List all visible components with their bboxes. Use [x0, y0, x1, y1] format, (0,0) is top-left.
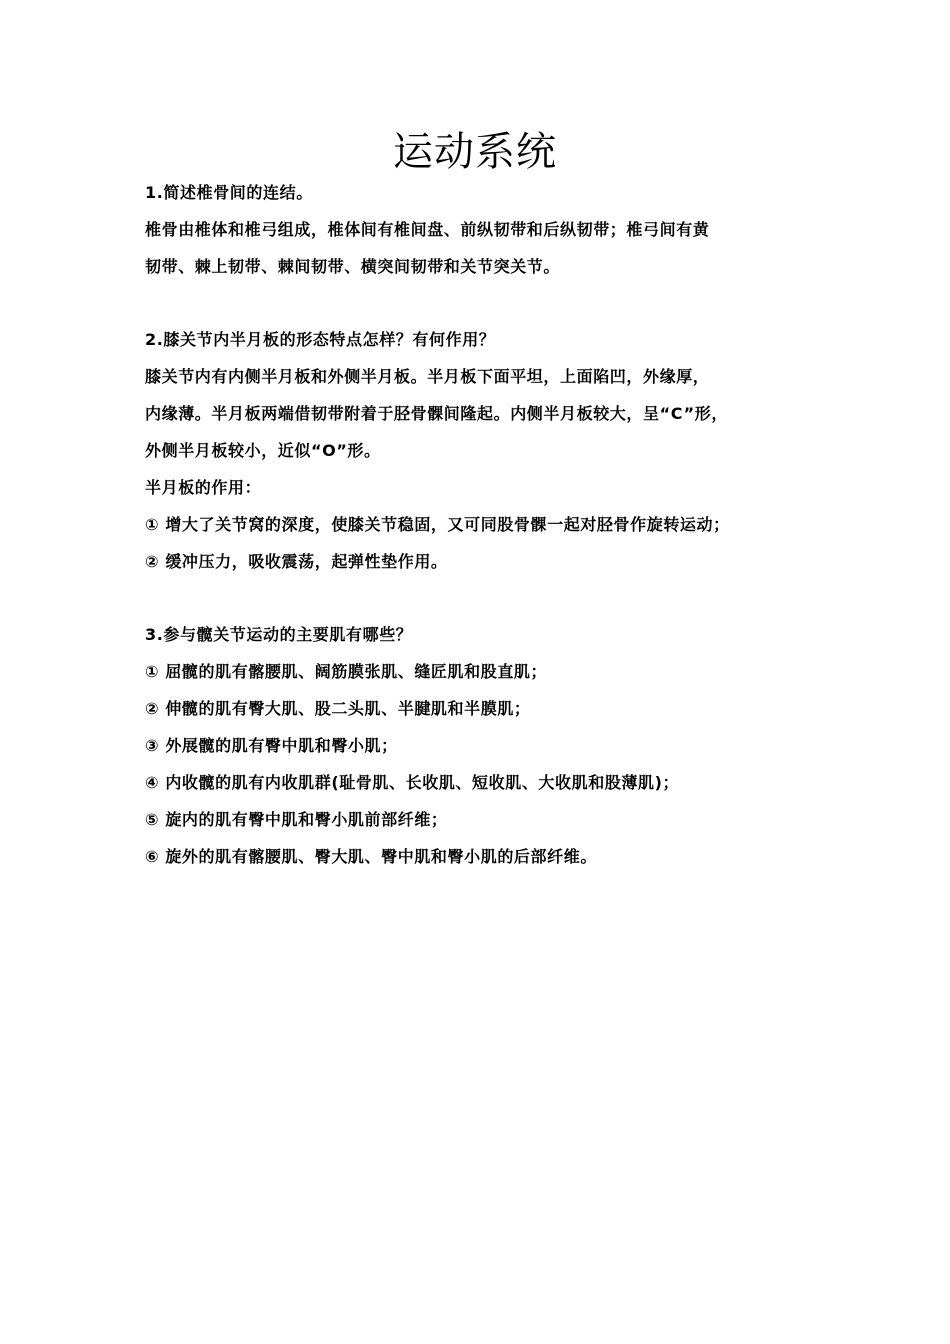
section-spacer	[145, 580, 825, 616]
section-spacer	[145, 285, 825, 321]
answer-line: ④ 内收髋的肌有内收肌群(耻骨肌、长收肌、短收肌、大收肌和股薄肌)；	[145, 773, 680, 792]
section-1	[145, 174, 825, 285]
answer-line: ⑥ 旋外的肌有髂腰肌、臀大肌、臀中肌和臀小肌的后部纤维。	[145, 847, 597, 866]
question-heading: 3.参与髋关节运动的主要肌有哪些？	[145, 625, 413, 644]
answer-line: ② 伸髋的肌有臀大肌、股二头肌、半腱肌和半膜肌；	[145, 699, 531, 718]
answer-line: ② 缓冲压力，吸收震荡，起弹性垫作用。	[145, 552, 448, 571]
answer-line: 外侧半月板较小，近似“O”形。	[145, 441, 381, 460]
section-2	[145, 321, 825, 580]
answer-line: ③ 外展髋的肌有臀中肌和臀小肌；	[145, 736, 398, 755]
answer-line: 韧带、棘上韧带、棘间韧带、横突间韧带和关节突关节。	[145, 257, 561, 276]
document-body	[145, 174, 825, 875]
question-heading: 1.简述椎骨间的连结。	[145, 183, 313, 202]
page-title: 运动系统	[393, 129, 557, 175]
answer-line: 内缘薄。半月板两端借韧带附着于胫骨髁间隆起。内侧半月板较大，呈“C”形，	[145, 404, 728, 423]
answer-line: ⑤ 旋内的肌有臀中肌和臀小肌前部纤维；	[145, 810, 448, 829]
section-3	[145, 616, 825, 875]
question-heading: 2.膝关节内半月板的形态特点怎样？有何作用？	[145, 330, 496, 349]
answer-line: ① 增大了关节窝的深度，使膝关节稳固，又可同股骨髁一起对胫骨作旋转运动；	[145, 515, 730, 534]
answer-line: 椎骨由椎体和椎弓组成，椎体间有椎间盘、前纵韧带和后纵韧带；椎弓间有黄	[145, 220, 710, 239]
answer-line: 膝关节内有内侧半月板和外侧半月板。半月板下面平坦，上面陷凹，外缘厚，	[145, 367, 710, 386]
answer-line: ① 屈髋的肌有髂腰肌、阔筋膜张肌、缝匠肌和股直肌；	[145, 662, 548, 681]
answer-line: 半月板的作用：	[145, 478, 262, 497]
